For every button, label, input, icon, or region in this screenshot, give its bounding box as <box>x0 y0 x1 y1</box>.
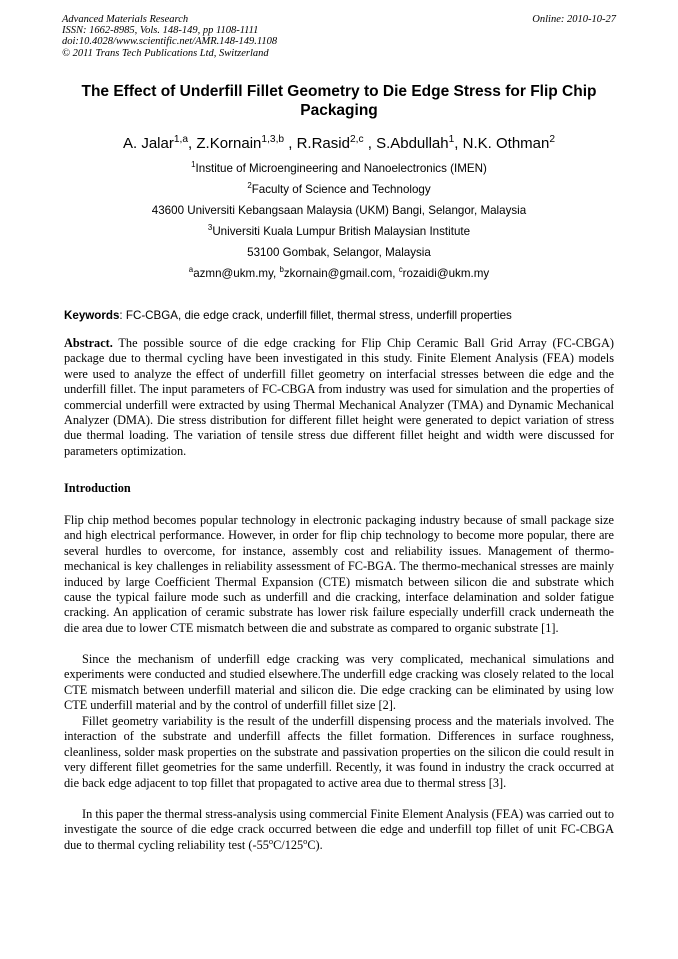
author-emails: $^a$azmn@ukm.my, $^b$zkornain@gmail.com, $^c$rozaidi@ukm.my <box>188 265 490 280</box>
affiliation-3-address: 53100 Gombak, Selangor, Malaysia <box>247 246 431 259</box>
author-list <box>62 134 616 154</box>
keywords <box>64 308 624 323</box>
keywords-label: Keywords <box>64 309 120 322</box>
intro-paragraph-3: Fillet geometry variability is the result of the underfill dispensing process and the materials involved. The interaction of the substrate and underfill affects the fillet formation. Differences in surface roughness, cleanliness, solder mask properties on the substrate and passivation properties on the silicon die could result in very different fillet geometries for the same underfill. Recently, it was found in industry the crack occurred at die back edge adjacent to top fillet that propagated to active area due to thermal stress [3]. <box>64 714 614 790</box>
journal-issn: ISSN: 1662-8985, Vols. 148-149, pp 1108-1111 <box>62 25 259 37</box>
author-affiliation-mark: 2 <box>549 134 556 145</box>
author-name: Z.Kornain <box>196 135 262 152</box>
author-name: R.Rasid <box>296 135 350 152</box>
keywords-text: : FC-CBGA, die edge crack, underfill fillet, thermal stress, underfill properties <box>119 309 512 322</box>
author-name: S.Abdullah <box>376 135 449 152</box>
author-name: A. Jalar <box>122 135 174 152</box>
intro-paragraph-2: Since the mechanism of underfill edge cracking was very complicated, mechanical simulations and experiments were conducted and studied elsewhere.The underfill edge cracking was closely related to the local CTE mismatch between underfill material and silicon die. Die edge cracking can be eliminated by using low CTE underfill material and by the control of underfill fillet size [2]. <box>64 652 614 713</box>
introduction-heading: Introduction <box>64 481 131 495</box>
email-link[interactable]: zkornain@gmail.com, <box>283 267 399 280</box>
author-affiliation-mark: 1,3,b <box>261 134 285 145</box>
abstract <box>64 336 614 459</box>
journal-doi: doi:10.4028/www.scientific.net/AMR.148-149.1108 <box>62 36 278 48</box>
abstract-label: Abstract. <box>64 336 113 350</box>
author-affiliation-mark: 2,c <box>349 134 364 145</box>
affiliation-2: $^2$Faculty of Science and Technology <box>247 181 431 196</box>
author-separator: , <box>454 135 463 152</box>
author-affiliation-mark: 1,a <box>173 134 189 145</box>
email-link[interactable]: azmn@ukm.my, <box>193 267 280 280</box>
author-name: N.K. Othman <box>462 135 550 152</box>
author-separator: , <box>188 135 197 152</box>
intro-paragraph-1: Flip chip method becomes popular technology in electronic packaging industry because of small package size and high electrical performance. However, in order for flip chip technology to become more popular, there are several hurdles to overcome, for instance, assembly cost and reliability issues. Management of thermo-mechanical is key challenges in reliability assessment of FC-BGA. The thermo-mechanical stresses are mainly induced by large Coefficient Thermal Expansion (CTE) mismatch between silicon die and substrate which cause the typical failure mode such as underfill and die cracking, interface delamination and solder fatigue cracking. An application of ceramic substrate has lower risk failure especially underfill crack underneath the die area due to lower CTE mismatch between die and substrate as compared to organic substrate [1]. <box>64 513 614 635</box>
journal-copyright: © 2011 Trans Tech Publications Ltd, Switzerland <box>62 47 269 59</box>
journal-header <box>62 14 277 59</box>
author-affiliation-mark: 1 <box>448 134 455 145</box>
paper-title: The Effect of Underfill Fillet Geometry to Die Edge Stress for Flip Chip Packaging <box>81 83 597 119</box>
author-separator: , <box>363 135 377 152</box>
affiliation-3: $^3$Universiti Kuala Lumpur British Malaysian Institute <box>207 223 471 238</box>
email-link[interactable]: rozaidi@ukm.my <box>402 267 490 280</box>
affiliation-1: $^1$Institue of Microengineering and Nanoelectronics (IMEN) <box>191 160 487 175</box>
author-separator: , <box>284 135 297 152</box>
online-date: Online: 2010-10-27 <box>532 14 616 25</box>
affiliation-2-address: 43600 Universiti Kebangsaan Malaysia (UKM) Bangi, Selangor, Malaysia <box>151 204 527 217</box>
intro-paragraph-4: In this paper the thermal stress-analysis using commercial Finite Element Analysis (FEA) was carried out to investigate the source of die edge crack occurred between die edge and underfill top fillet of unit FC-CBGA due to thermal cycling reliability test (-55$^o$C/125$^o$C). <box>64 807 614 852</box>
journal-name: Advanced Materials Research <box>62 14 189 25</box>
abstract-text: The possible source of die edge cracking for Flip Chip Ceramic Ball Grid Array (FC-CBGA) package due to thermal cycling have been investigated in this study. Finite Element Analysis (FEA) models were used to analyze the effect of underfill fillet geometry on interfacial stresses between die edge and the underfill fillet. The input parameters of FC-CBGA from industry was used for simulation and the properties of commercial underfill were extracted by using Thermal Mechanical Analyzer (TMA) and Dynamic Mechanical Analyzer (DMA). Die stress distribution for different fillet height were generated to depict variation of stress due thermal loading. The variation of tensile stress due different fillet height and width were discussed for parameters optimization. <box>64 336 614 458</box>
